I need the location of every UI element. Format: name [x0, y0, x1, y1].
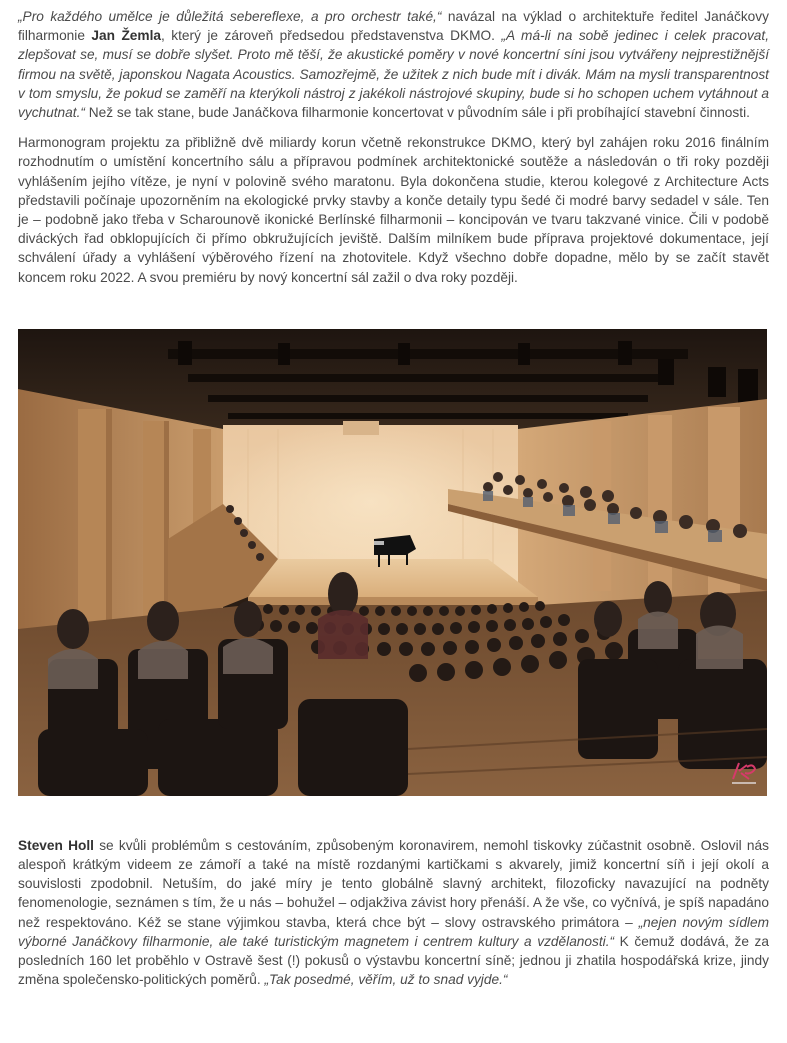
- quote-1: „Pro každého umělce je důležitá sebereflexe, a pro orchestr také,“: [18, 9, 442, 24]
- person-name: Jan Žemla: [91, 28, 162, 44]
- article-body: [18, 0, 769, 989]
- signature-logo-icon: [729, 757, 759, 787]
- paragraph-3: Steven Holl se kvůli problémům s cestováním, způsobeným koronavirem, nemohl tiskovky zúčastnit osobně. Oslovil nás alespoň krátkým videem ze zámoří a také na místě rozdanými kartičkami s akvarely, jimiž koncertní síň i její okolí a souvislosti zpodobnil. Netuším, do jaké míry je tento globálně slavný architekt, filozoficky navazující na podněty fenomenologie, seznámen s tím, že u nás – bohužel – odjakživa závist hory přenáší. A že vše, co vyčnívá, je spíš napadáno než respektováno. Kéž se stane výjimkou stavba, která chce být – slovy ostravského primátora – „nejen novým sídlem výborné Janáčkovy filharmonie, ale také turistickým magnetem i centrem kultury a vzdělanosti.“ K čemuž dodává, že za posledních 160 let proběhlo v Ostravě šest (!) pokusů o výstavbu koncertní síně; jednou ji zhatila hospodářská krize, jindy změna společensko-politických poměrů. „Tak posedmé, věřím, už to snad vyjde.“: [18, 837, 769, 988]
- paragraph-1: „Pro každého umělce je důležitá sebereflexe, a pro orchestr také,“ navázal na výklad o architektuře ředitel Janáčkovy filharmonie Jan Žemla, který je zároveň předsedou představenstva DKMO. „A má-li na sobě jedinec i celek pracovat, zlepšovat se, musí se dobře slyšet. Proto mě těší, že akustické poměry v nové koncertní síni jsou vytvářeny nejprestižnější firmou na světě, japonskou Nagata Acoustics. Samozřejmě, že užitek z nich bude mít i divák. Mám na mysli transparentnost v tom smyslu, že pokud se zaměří na kterýkoli nástroj z jakékoli nástrojové skupiny, bude si ho schopen uchem vytáhnout a vychutnat.“ Než se tak stane, bude Janáčkova filharmonie koncertovat v původním sále i při probíhající stavební činnosti.: [18, 9, 770, 121]
- architect-name: Steven Holl: [18, 837, 94, 853]
- concert-hall-rendering-icon: [18, 329, 767, 796]
- paragraph-2: Harmonogram projektu za přibližně dvě miliardy korun včetně rekonstrukce DKMO, který byl zahájen roku 2016 finálním rozhodnutím o umístění koncertního sálu a přípravou podmínek architektonické soutěže a následován o tři roky později vyhlášením jejího vítěze, je nyní v polovině svého maratonu. Byla dokončena studie, kterou kolegové z Architecture Acts představili počínaje upozorněním na ekologické prvky stavby a konče detaily typu šedé či modré barvy sedadel v sále. Ten je – podobně jako třeba v Scharounově ikonické Berlínské filharmonii – koncipován ve tvaru takzvané vinice. Čili v podobě diváckých řad obklopujících či přímo obkružujících jeviště. Dalším milníkem bude příprava projektové dokumentace, její schválení úřady a vyhlášení výběrového řízení na zhotovitele. Když všechno dobře dopadne, mělo by se začít stavět koncem roku 2022. A svou premiéru by nový koncertní sál zažil o dva roky později.: [18, 135, 769, 285]
- quote-4: „Tak posedmé, věřím, už to snad vyjde.“: [264, 972, 508, 988]
- quote-3: „nejen novým sídlem výborné Janáčkovy filharmonie, ale také turistickým magnetem i centrem kultury a vzdělanosti.“: [18, 914, 769, 949]
- quote-2: „A má-li na sobě jedinec i celek pracovat, zlepšovat se, musí se dobře slyšet. Proto mě těší, že akustické poměry v nové koncertní síni jsou vytvářeny nejprestižnější firmou na světě, japonskou Nagata Acoustics. Samozřejmě, že užitek z nich bude mít i divák. Mám na mysli transparentnost v tom smyslu, že pokud se zaměří na kterýkoli nástroj z jakékoli nástrojové skupiny, bude si ho schopen uchem vytáhnout a vychutnat.“: [18, 28, 770, 121]
- concert-hall-image: [18, 329, 767, 796]
